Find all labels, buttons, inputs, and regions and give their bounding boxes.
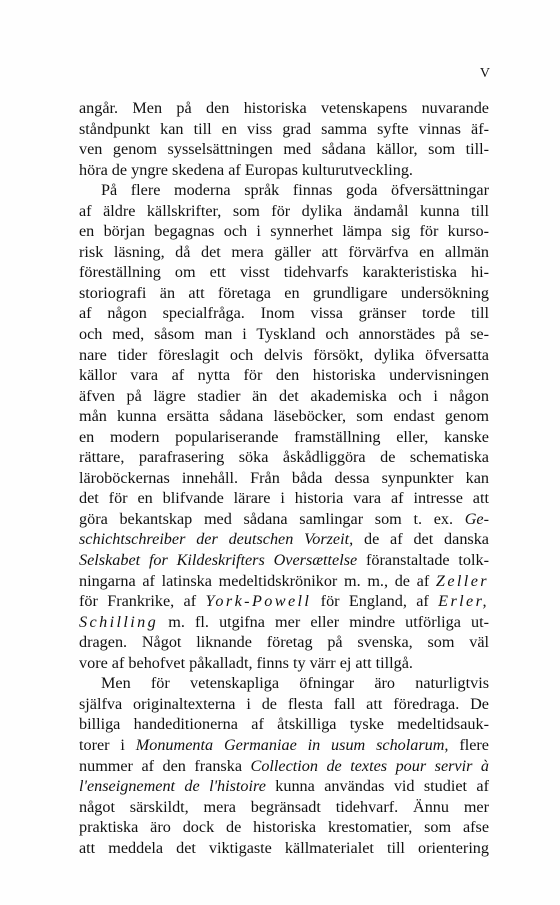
text-line	[79, 221, 489, 242]
emphasized-text: Schilling	[79, 612, 159, 631]
text-segment: göra bekantskap med sådana samlingar som t. ex.	[79, 509, 465, 528]
text-segment: att meddela det viktigaste källmaterialet till orientering	[79, 838, 489, 857]
text-line	[79, 735, 489, 756]
text-segment: höra de yngre skedena af Europas kulturutveckling.	[79, 160, 413, 179]
emphasized-text: Ge-	[464, 509, 489, 528]
text-segment: af någon specialfråga. Inom vissa gränser torde till	[79, 304, 489, 323]
text-line	[79, 529, 489, 550]
text-segment: ningarna af latinska medeltidskrönikor m. m., de af	[79, 571, 436, 590]
page-number: V	[479, 66, 490, 81]
text-line	[79, 776, 489, 797]
text-segment: flere	[448, 735, 489, 754]
text-segment: en början begagnas och i synnerhet lämpa sig för kurso-	[79, 222, 489, 241]
text-segment: storiografi än att företaga en grundligare undersökning	[79, 283, 489, 302]
text-line	[79, 427, 489, 448]
emphasized-text: schichtschreiber der deutschen Vorzeit,	[79, 530, 354, 549]
text-segment: själfva originaltexterna i de flesta fall att föredraga. De	[79, 694, 489, 713]
text-line	[79, 653, 489, 674]
text-segment: läroböckernas innehåll. Från båda dessa synpunkter kan	[79, 468, 489, 487]
text-line	[79, 180, 489, 201]
text-line	[79, 406, 489, 427]
text-line	[79, 838, 489, 859]
text-segment: för Frankrike, af	[79, 592, 206, 611]
text-line	[79, 468, 489, 489]
text-segment: kunna användas vid studiet af	[265, 777, 489, 796]
text-segment: praktiska äro dock de historiska krestomatier, som afse	[79, 818, 489, 837]
emphasized-text: Collection de textes pour servir à	[250, 756, 489, 775]
text-line	[79, 817, 489, 838]
text-line	[79, 673, 489, 694]
text-line	[79, 488, 489, 509]
text-segment: dragen. Något liknande företag på svenska, som väl	[79, 633, 489, 652]
text-segment: för England, af	[311, 592, 439, 611]
text-line	[79, 632, 489, 653]
text-segment: angår. Men på den historiska vetenskapens nuvarande	[79, 99, 489, 117]
text-line	[79, 591, 489, 612]
emphasized-text: Zeller	[435, 571, 489, 590]
text-segment: föranstaltade tolk-	[357, 551, 489, 570]
text-line	[79, 160, 489, 181]
text-line	[79, 98, 489, 119]
emphasized-text: l'enseignement de l'histoire	[79, 777, 266, 796]
text-segment: äfven på lägre stadier än det akademiska och i någon	[79, 386, 489, 405]
emphasized-text: Selskabet for Kildeskrifters Oversættelse	[79, 551, 358, 570]
text-segment: billiga handeditionerna af åtskilliga tyske medeltidsauk-	[79, 715, 489, 734]
text-segment: af äldre källskrifter, som för dylika ändamål kunna till	[79, 201, 489, 220]
text-segment: ven genom sysselsättningen med sådana källor, som till-	[79, 140, 489, 159]
emphasized-text: York-Powell	[205, 592, 312, 611]
text-segment: nare tider föreslagit och delvis försökt, dylika öfversatta	[79, 345, 489, 364]
emphasized-text: Erler,	[438, 592, 489, 611]
text-segment: torer i	[79, 735, 136, 754]
text-segment: en modern populariserande framställning eller, kanske	[79, 427, 489, 446]
text-segment: ståndpunkt kan till en viss grad samma syfte vinnas äf-	[79, 119, 489, 138]
text-line	[79, 303, 489, 324]
text-line	[79, 694, 489, 715]
text-line	[79, 324, 489, 345]
emphasized-text: Monumenta Germaniae in usum scholarum,	[135, 735, 449, 754]
text-segment: mån kunna ersätta sådana läseböcker, som endast genom	[79, 407, 489, 426]
text-segment: rättare, parafrasering söka åskådliggöra de schematiska	[79, 448, 489, 467]
text-segment: de af det danska	[353, 530, 489, 549]
text-line	[79, 242, 489, 263]
text-segment: vore af behofvet påkalladt, finns ty värr ej att tillgå.	[79, 653, 413, 672]
text-segment: och med, såsom man i Tyskland och annorstädes på se-	[79, 325, 489, 344]
text-line	[79, 571, 489, 592]
text-segment: m. fl. utgifna mer eller mindre utförliga ut-	[158, 612, 489, 631]
body-text	[79, 98, 489, 858]
text-line	[79, 283, 489, 304]
text-line	[79, 365, 489, 386]
text-line	[79, 797, 489, 818]
text-line	[79, 345, 489, 366]
text-line	[79, 201, 489, 222]
text-segment: något särskildt, mera begränsadt tidehvarf. Ännu mer	[79, 797, 489, 816]
text-line	[79, 714, 489, 735]
text-segment: nummer af den franska	[79, 756, 251, 775]
text-segment: På flere moderna språk finnas goda öfversättningar	[101, 181, 489, 200]
text-line	[79, 756, 489, 777]
text-line	[79, 139, 489, 160]
text-line	[79, 119, 489, 140]
text-segment: risk läsning, då det mera gäller att förvärfva en allmän	[79, 242, 489, 261]
text-line	[79, 612, 489, 633]
text-segment: Men för vetenskapliga öfningar äro naturligtvis	[101, 674, 489, 693]
text-line	[79, 550, 489, 571]
text-line	[79, 447, 489, 468]
text-line	[79, 262, 489, 283]
text-line	[79, 509, 489, 530]
text-segment: föreställning om ett visst tidehvarfs karakteristiska hi-	[79, 263, 489, 282]
text-segment: det för en blifvande lärare i historia vara af intresse att	[79, 489, 489, 508]
text-line	[79, 386, 489, 407]
text-segment: källor vara af nytta för den historiska undervisningen	[79, 366, 489, 385]
